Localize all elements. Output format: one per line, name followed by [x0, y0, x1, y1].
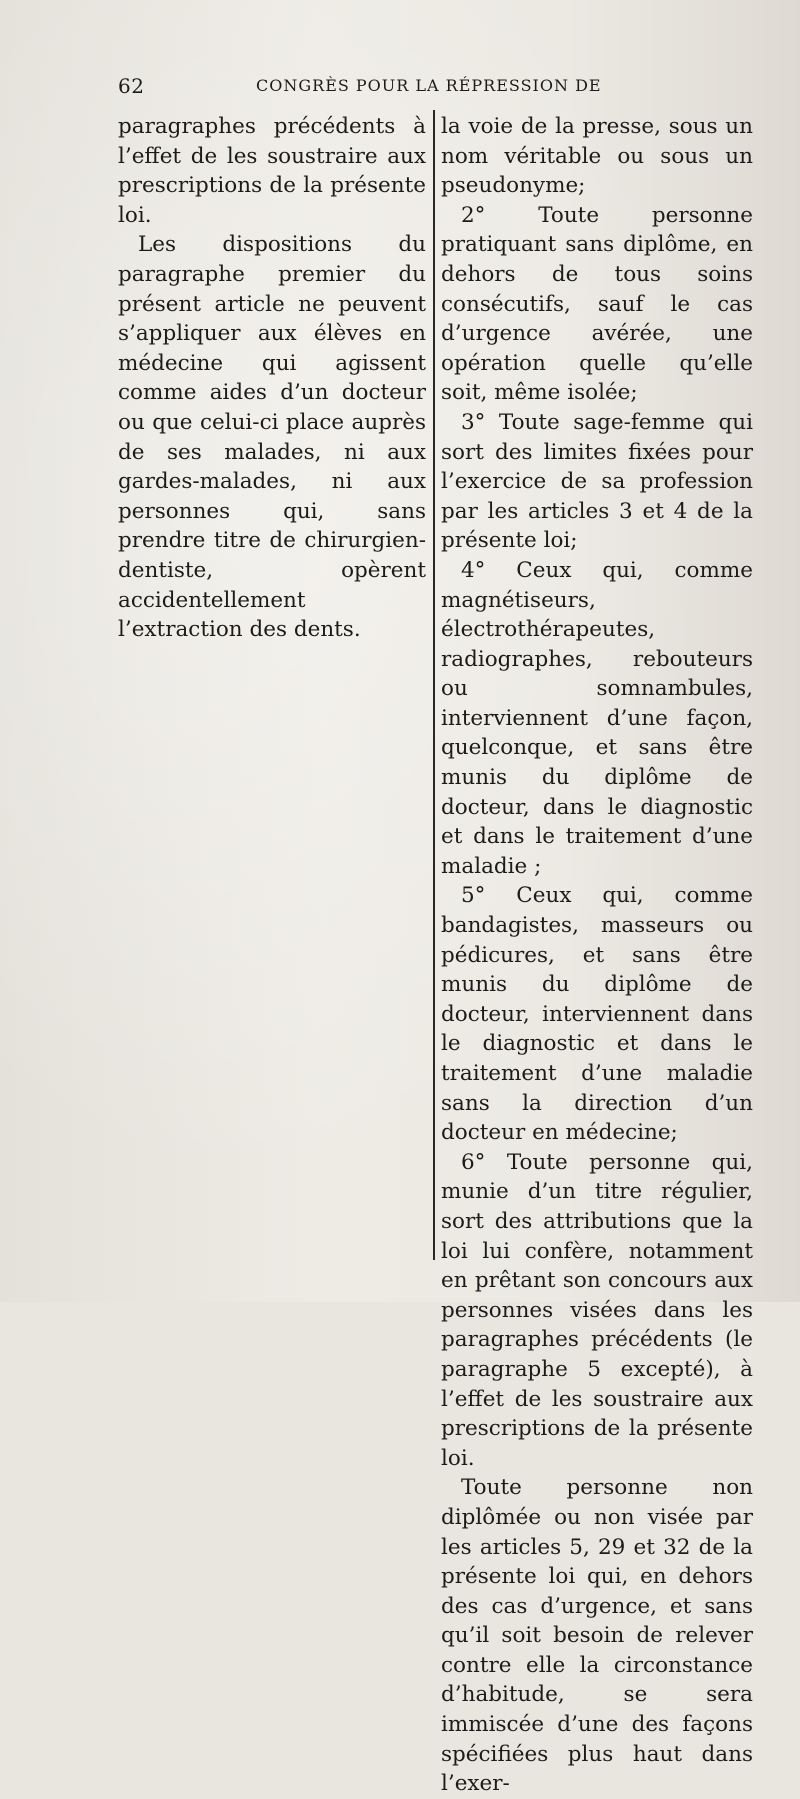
paragraph-continuation: paragraphes précédents à l’effet de les soustraire aux prescriptions de la présente loi.	[118, 114, 426, 228]
paragraph-item-3: 3° Toute sage-femme qui sort des limites fixées pour l’exercice de sa profession par les articles 3 et 4 de la présente loi;	[441, 409, 753, 554]
page-number: 62	[118, 74, 145, 98]
paragraph-item-5: 5° Ceux qui, comme bandagistes, masseurs ou pédicures, et sans être munis du diplôme de docteur, interviennent dans le diagnostic et dans le traitement d’une maladie sans la direction d’un docteur en médecine;	[441, 883, 753, 1146]
paragraph-item-2: 2° Toute personne pratiquant sans diplôme, en dehors de tous soins consécutifs, sauf le cas d’urgence avérée, une opération quelle qu’elle soit, même isolée;	[441, 202, 753, 406]
right-column	[441, 112, 753, 1799]
paragraph-item-6: 6° Toute personne qui, munie d’un titre régulier, sort des attributions que la loi lui confère, notamment en prêtant son concours aux personnes visées dans les paragraphes précédents (le paragraphe 5 excepté), à l’effet de les soustraire aux prescriptions de la présente loi.	[441, 1149, 753, 1471]
paragraph-non-diplomee: Toute personne non diplômée ou non visée par les articles 5, 29 et 32 de la présente loi qui, en dehors des cas d’urgence, et sans qu’il soit besoin de relever contre elle la circonstance d’habitude, se sera immiscée d’une des façons spécifiées plus haut dans l’exer-	[441, 1475, 753, 1797]
paragraph-continuation-right: la voie de la presse, sous un nom véritable ou sous un pseudonyme;	[441, 114, 753, 199]
page-header	[118, 74, 618, 104]
paragraph-item-4: 4° Ceux qui, comme magnétiseurs, électrothérapeutes, radiographes, rebouteurs ou somnambules, interviennent d’une façon, quelconque, et sans être munis du diplôme de docteur, dans le diagnostic et dans le traitement d’une maladie ;	[441, 557, 753, 879]
left-column	[118, 112, 426, 645]
running-title: CONGRÈS POUR LA RÉPRESSION DE	[256, 76, 602, 95]
paragraph-dispositions: Les dispositions du paragraphe premier du présent article ne peuvent s’appliquer aux élèves en médecine qui agissent comme aides d’un docteur ou que celui-ci place auprès de ses malades, ni aux gardes-malades, ni aux personnes qui, sans prendre titre de chirurgien-dentiste, opèrent accidentellement l’extraction des dents.	[118, 232, 426, 643]
column-divider	[433, 110, 435, 1260]
